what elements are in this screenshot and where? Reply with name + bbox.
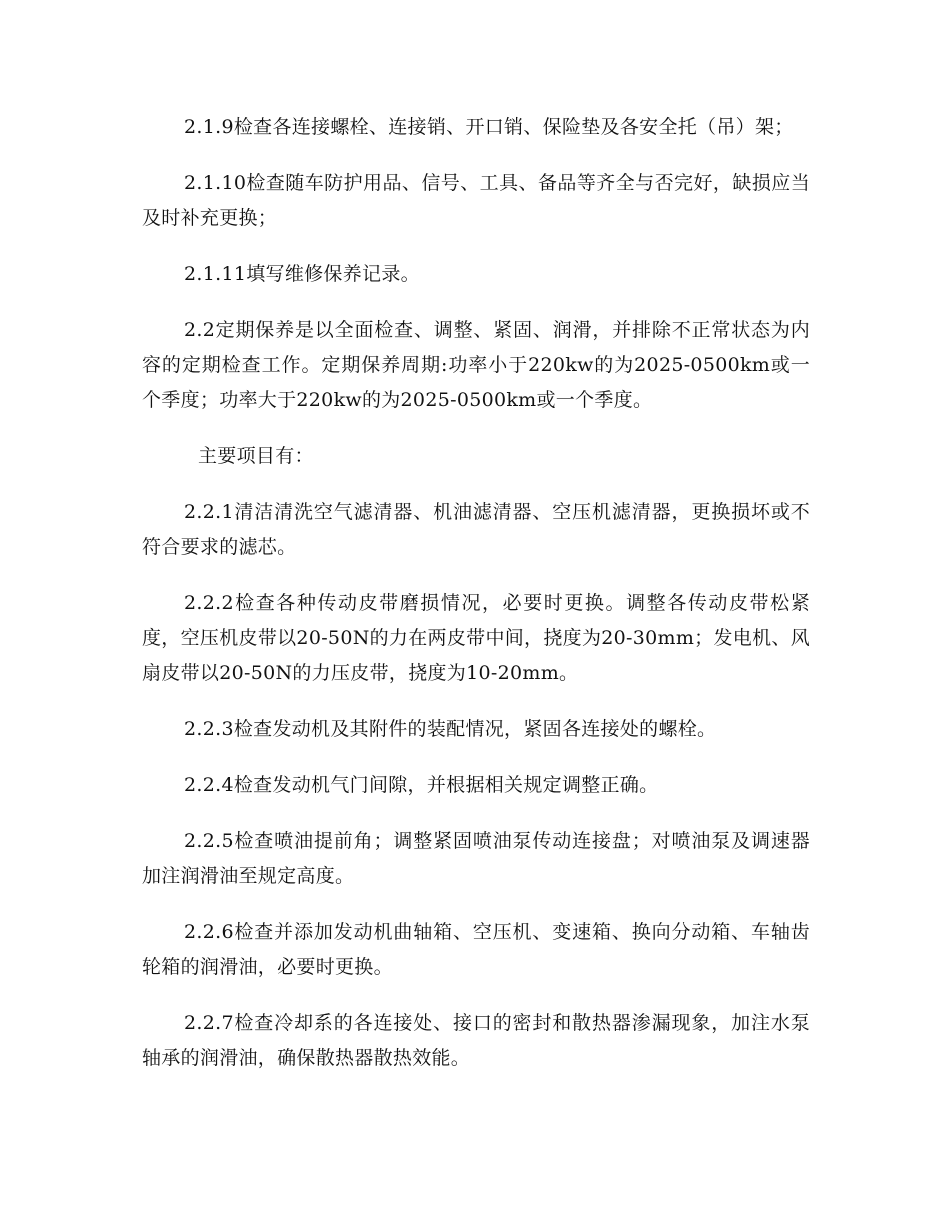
paragraph-2-2: 2.2定期保养是以全面检查、调整、紧固、润滑，并排除不正常状态为内容的定期检查工作。定期保养周期:功率小于220kw的为2025-0500km或一个季度；功率大于220kw的为2025-0500km或一个季度。 — [142, 319, 810, 411]
paragraph-2-2-3: 2.2.3检查发动机及其附件的装配情况，紧固各连接处的螺栓。 — [184, 718, 717, 740]
paragraph-2-2-6: 2.2.6检查并添加发动机曲轴箱、空压机、变速箱、换向分动箱、车轴齿轮箱的润滑油，必要时更换。 — [142, 921, 810, 978]
paragraph-2-2-2: 2.2.2检查各种传动皮带磨损情况，必要时更换。调整各传动皮带松紧度，空压机皮带以20-50N的力在两皮带中间，挠度为20-30mm；发电机、风扇皮带以20-50N的力压皮带，挠度为10-20mm。 — [142, 592, 810, 684]
paragraph-2-2-5: 2.2.5检查喷油提前角；调整紧固喷油泵传动连接盘；对喷油泵及调速器加注润滑油至规定高度。 — [142, 830, 810, 887]
paragraph-2-1-10: 2.1.10检查随车防护用品、信号、工具、备品等齐全与否完好，缺损应当及时补充更换； — [142, 172, 810, 229]
document-body — [142, 110, 810, 1097]
paragraph-2-2-7: 2.2.7检查冷却系的各连接处、接口的密封和散热器渗漏现象，加注水泵轴承的润滑油，确保散热器散热效能。 — [142, 1012, 810, 1069]
paragraph-2-2-1: 2.2.1清洁清洗空气滤清器、机油滤清器、空压机滤清器，更换损坏或不符合要求的滤芯。 — [142, 501, 810, 558]
paragraph-2-1-9: 2.1.9检查各连接螺栓、连接销、开口销、保险垫及各安全托（吊）架； — [184, 116, 794, 138]
paragraph-2-2-4: 2.2.4检查发动机气门间隙，并根据相关规定调整正确。 — [184, 774, 659, 796]
paragraph-main-items-heading: 主要项目有： — [198, 445, 314, 467]
paragraph-2-1-11: 2.1.11填写维修保养记录。 — [184, 263, 420, 285]
